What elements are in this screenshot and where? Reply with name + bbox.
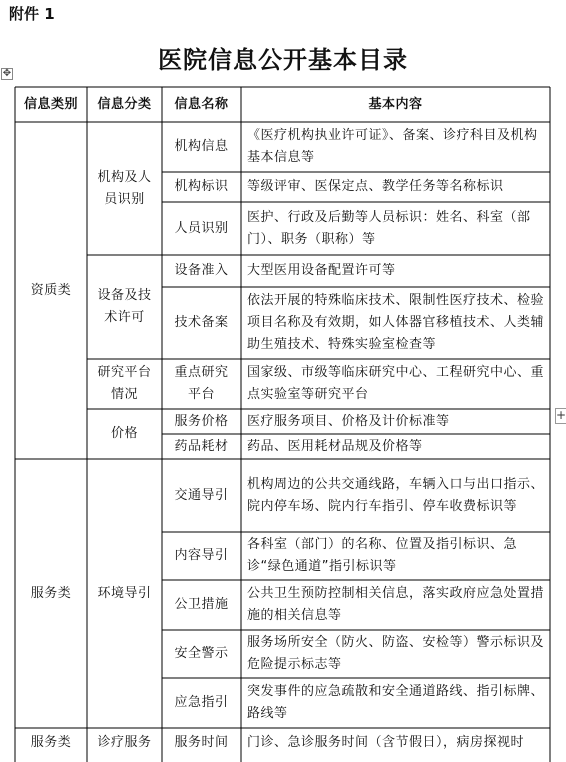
category-cell: 资质类 <box>30 282 72 298</box>
content-cell: 机构周边的公共交通线路，车辆入口与出口指示、院内停车场、院内行车指引、停车收费标识等 <box>247 476 545 514</box>
name-cell: 机构信息 <box>174 139 229 154</box>
classification-cell: 价格 <box>110 426 138 441</box>
name-cell: 机构标识 <box>174 179 229 194</box>
table-add-row-icon[interactable]: + <box>556 408 566 422</box>
classification-cell: 诊疗服务 <box>97 735 152 750</box>
name-cell: 应急指引 <box>174 695 229 710</box>
document-title: 医院信息公开基本目录 <box>158 45 408 74</box>
name-cell: 服务时间 <box>174 735 229 750</box>
table-move-handle-icon[interactable]: ✥ <box>2 68 12 79</box>
category-cell: 服务类 <box>30 735 72 750</box>
content-cell: 大型医用设备配置许可等 <box>247 263 396 278</box>
name-cell: 药品耗材 <box>174 438 229 454</box>
content-cell: 服务场所安全（防火、防盗、安检等）警示标识及危险提示标志等 <box>247 635 545 672</box>
classification-cell: 机构及人员识别 <box>97 169 152 207</box>
content-cell: 药品、医用耗材品规及价格等 <box>247 438 423 454</box>
name-cell: 技术备案 <box>174 315 229 330</box>
content-cell: 门诊、急诊服务时间（含节假日），病房探视时 <box>247 735 525 750</box>
name-cell: 服务价格 <box>174 413 229 429</box>
content-cell: 各科室（部门）的名称、位置及指引标识、急诊“绿色通道”指引标识等 <box>247 537 518 574</box>
classification-cell: 设备及技术许可 <box>97 288 152 325</box>
name-cell: 安全警示 <box>174 646 229 661</box>
attachment-label: 附件 1 <box>9 5 55 23</box>
classification-cell: 研究平台情况 <box>97 365 152 402</box>
header-category: 信息类别 <box>23 96 78 112</box>
name-cell: 设备准入 <box>174 263 229 278</box>
name-cell: 交通导引 <box>174 487 229 503</box>
content-cell: 等级评审、医保定点、教学任务等名称标识 <box>247 179 504 194</box>
content-cell: 《医疗机构执业许可证》、备案、诊疗科目及机构基本信息等 <box>247 128 538 165</box>
header-classification: 信息分类 <box>97 96 152 112</box>
content-cell: 医护、行政及后勤等人员标识：姓名、科室（部门）、职务（职称）等 <box>247 209 531 247</box>
category-cell: 服务类 <box>30 585 72 601</box>
name-cell: 内容导引 <box>174 548 229 563</box>
name-cell: 人员识别 <box>174 220 229 236</box>
name-cell: 公卫措施 <box>174 597 229 612</box>
content-cell: 公共卫生预防控制相关信息，落实政府应急处置措施的相关信息等 <box>247 586 545 623</box>
content-cell: 突发事件的应急疏散和安全通道路线、指引标牌、路线等 <box>247 684 545 721</box>
classification-cell: 环境导引 <box>97 585 152 601</box>
header-name: 信息名称 <box>174 96 229 112</box>
content-cell: 医疗服务项目、价格及计价标准等 <box>247 413 450 429</box>
content-cell: 国家级、市级等临床研究中心、工程研究中心、重点实验室等研究平台 <box>247 365 545 402</box>
header-content: 基本内容 <box>368 96 423 112</box>
content-cell: 依法开展的特殊临床技术、限制性医疗技术、检验项目名称及有效期，如人体器官移植技术、人类辅助生殖技术、特殊实验室检查等 <box>247 293 545 352</box>
name-cell: 重点研究平台 <box>174 365 229 402</box>
